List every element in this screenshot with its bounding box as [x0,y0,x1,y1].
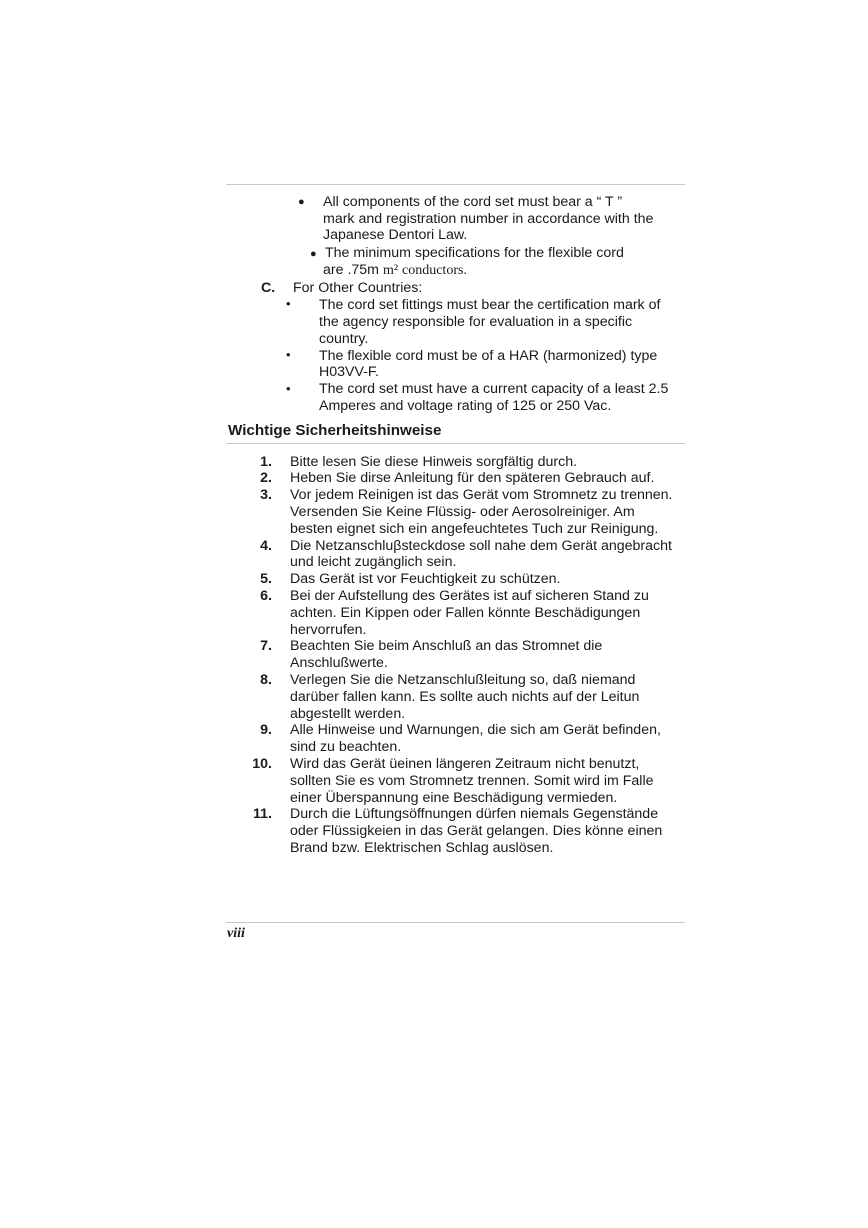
list-item-number: 6. [260,587,272,604]
list-item-line: Die Netzanschluβsteckdose soll nahe dem Gerät angebracht [290,537,672,554]
list-item-number: 10. [252,755,272,772]
list-item-line: Heben Sie dirse Anleitung für den späteren Gebrauch auf. [290,470,655,487]
list-item-number: 8. [260,671,272,688]
list-item-line: und leicht zugänglich sein. [290,554,457,571]
bullet-dot: ● [310,248,317,260]
bullet-dot: • [286,381,291,396]
list-item-number: 3. [260,487,272,504]
japan-bullet-1-line-1: All components of the cord set must bear a “ T ” [323,194,623,210]
list-item-line: Bitte lesen Sie diese Hinweis sorgfältig durch. [290,453,578,470]
list-item-number: 9. [260,722,272,739]
list-item-number: 5. [260,571,272,588]
list-item-number: 11. [253,806,272,823]
list-item-line: sind zu beachten. [290,739,402,756]
section-heading: Wichtige Sicherheitshinweise [228,422,442,439]
list-item-line: Alle Hinweise und Warnungen, die sich am Gerät befinden, [290,722,661,739]
bullet-dot: • [286,347,291,362]
square-meter-unit: m² [382,263,399,278]
list-item-line: besten eignet sich ein angefeuchtetes Tuch zur Reinigung. [290,520,659,537]
list-item-line: Wird das Gerät üeinen längeren Zeitraum nicht benutzt, [290,755,640,772]
bullet-dot: • [286,296,291,311]
cord-spec-text: are .75m [323,262,379,278]
section-c-title: For Other Countries: [293,280,423,296]
conductors-text: conductors. [402,263,467,278]
list-item-number: 1. [260,453,272,470]
list-item-line: Durch die Lüftungsöffnungen dürfen niemals Gegenstände [290,806,659,823]
other-bullet-1-line-2: the agency responsible for evaluation in a specific [319,314,633,330]
list-item-line: Verlegen Sie die Netzanschlußleitung so, daß niemand [290,671,636,688]
list-item-line: Beachten Sie beim Anschluß an das Stromnet die [290,638,603,655]
list-item-line: darüber fallen kann. Es sollte auch nichts auf der Leitun [290,688,640,705]
japan-bullet-1-line-3: Japanese Dentori Law. [323,227,468,243]
heading-rule [226,443,685,444]
other-bullet-1-line-3: country. [319,331,369,347]
list-item-number: 7. [260,638,272,655]
japan-bullet-2-line-1: The minimum specifications for the flexible cord [325,245,624,261]
list-item-line: hervorrufen. [290,621,367,638]
japan-bullet-1-line-2: mark and registration number in accordance with the [323,211,654,227]
bullet-dot: ● [298,196,305,208]
list-item-line: abgestellt werden. [290,705,406,722]
japan-bullet-2-line-2 [323,262,467,280]
section-c-label: C. [261,280,276,296]
top-rule [226,184,685,185]
other-bullet-3-line-2: Amperes and voltage rating of 125 or 250 Vac. [319,398,612,414]
list-item-line: Das Gerät ist vor Feuchtigkeit zu schützen. [290,571,561,588]
list-item-line: sollten Sie es vom Stromnetz trennen. Somit wird im Falle [290,772,654,789]
other-bullet-1-line-1: The cord set fittings must bear the certification mark of [319,297,661,313]
list-item-number: 4. [260,537,272,554]
list-item-line: oder Flüssigkeien in das Gerät gelangen. Dies könne einen [290,823,663,840]
other-bullet-2-line-2: H03VV-F. [319,364,379,380]
other-bullet-3-line-1: The cord set must have a current capacity of a least 2.5 [319,381,669,397]
footer-rule [226,922,685,923]
list-item-line: Versenden Sie Keine Flüssig- oder Aerosolreiniger. Am [290,503,635,520]
other-bullet-2-line-1: The flexible cord must be of a HAR (harmonized) type [319,348,658,364]
list-item-line: Anschlußwerte. [290,655,388,672]
list-item-line: Bei der Aufstellung des Gerätes ist auf sicheren Stand zu [290,587,649,604]
list-item-line: achten. Ein Kippen oder Fallen könnte Beschädigungen [290,604,641,621]
list-item-line: einer Überspannung eine Beschädigung vermieden. [290,789,618,806]
list-item-line: Brand bzw. Elektrischen Schlag auslösen. [290,839,554,856]
list-item-line: Vor jedem Reinigen ist das Gerät vom Stromnetz zu trennen. [290,487,673,504]
list-item-number: 2. [260,470,272,487]
page-number: viii [227,926,245,941]
